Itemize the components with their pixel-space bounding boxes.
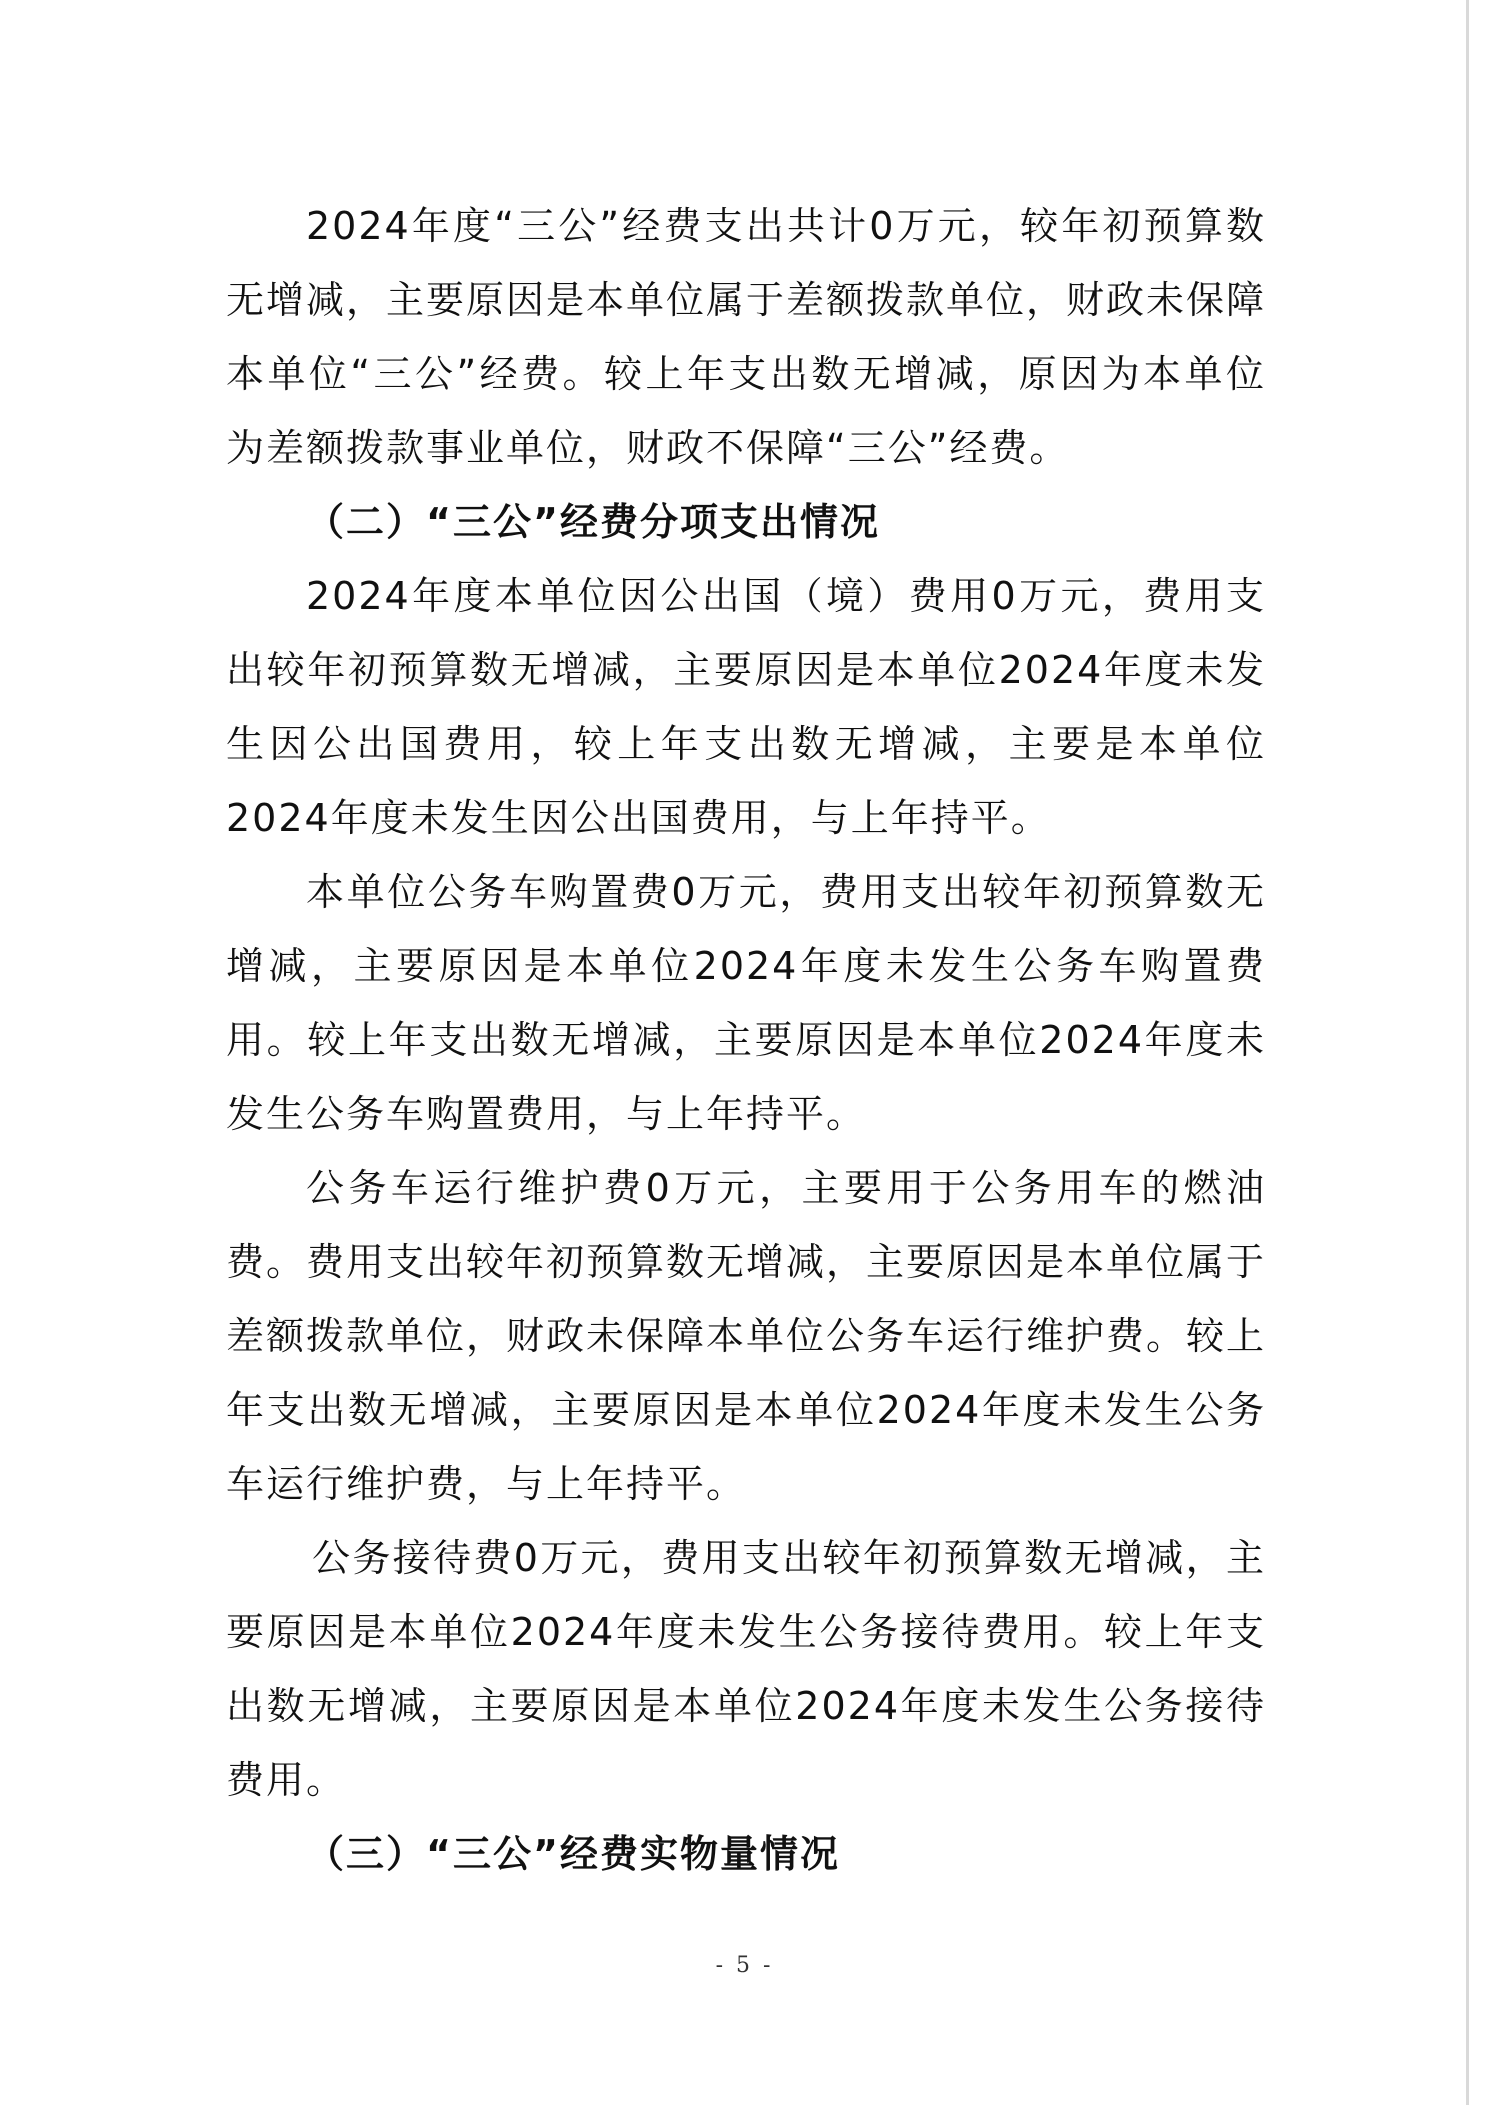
paragraph-total-expenditure: 2024年度“三公”经费支出共计0万元，较年初预算数无增减，主要原因是本单位属于差额拨款单位，财政未保障本单位“三公”经费。较上年支出数无增减，原因为本单位为差额拨款事业单位，财政不保障“三公”经费。 bbox=[226, 204, 1267, 470]
section-heading-itemized: （二）“三公”经费分项支出情况 bbox=[306, 500, 880, 544]
document-body bbox=[226, 189, 1266, 1891]
page-edge-rule bbox=[1466, 0, 1469, 2105]
paragraph-vehicle-purchase: 本单位公务车购置费0万元，费用支出较年初预算数无增减，主要原因是本单位2024年度未发生公务车购置费用。较上年支出数无增减，主要原因是本单位2024年度未发生公务车购置费用，与上年持平。 bbox=[226, 870, 1266, 1136]
paragraph-vehicle-maintenance: 公务车运行维护费0万元，主要用于公务用车的燃油费。费用支出较年初预算数无增减，主要原因是本单位属于差额拨款单位，财政未保障本单位公务车运行维护费。较上年支出数无增减，主要原因是本单位2024年度未发生公务车运行维护费，与上年持平。 bbox=[226, 1166, 1267, 1506]
page-number: - 5 - bbox=[715, 1953, 774, 1978]
section-heading-physical-quantity: （三）“三公”经费实物量情况 bbox=[306, 1832, 840, 1876]
paragraph-reception: 公务接待费0万元，费用支出较年初预算数无增减，主要原因是本单位2024年度未发生公务接待费用。较上年支出数无增减，主要原因是本单位2024年度未发生公务接待费用。 bbox=[226, 1536, 1266, 1802]
paragraph-overseas-travel: 2024年度本单位因公出国（境）费用0万元，费用支出较年初预算数无增减，主要原因是本单位2024年度未发生因公出国费用，较上年支出数无增减，主要是本单位2024年度未发生因公出国费用，与上年持平。 bbox=[226, 574, 1266, 840]
